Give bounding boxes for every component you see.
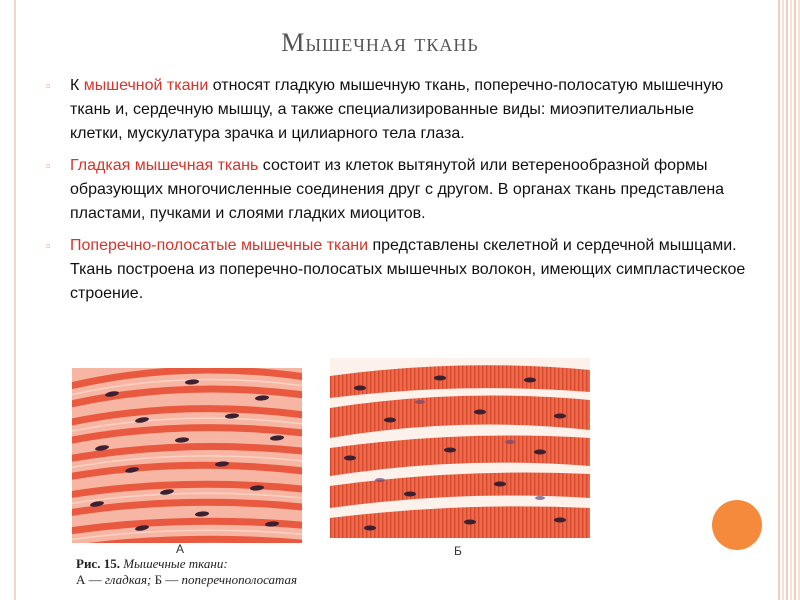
bullet-square-icon: ▫ [46,158,51,173]
striated-muscle-image [330,358,590,558]
bullet-list [46,74,746,314]
bullet-square-icon: ▫ [46,238,51,253]
bullet-item [46,234,746,306]
highlighted-term: Поперечно-полосатые мышечные ткани [70,237,369,254]
caption-b-key: Б [154,572,163,587]
muscle-tissue-figure [60,350,700,600]
panel-b-label: Б [454,544,462,558]
caption-b-text: поперечнополосатая [181,572,298,587]
left-decor-rule [14,0,16,600]
bullet-item [46,154,746,226]
bullet-3-text [70,237,745,302]
figure-caption: Рис. 15. Мышечные ткани: А — гладкая; Б — поперечнополосатая [76,556,298,587]
highlighted-term: Гладкая мышечная ткань [70,157,259,174]
caption-prefix: Рис. 15. [76,556,120,571]
panel-a-label: А [176,542,185,556]
text-run: представлены скелетной и сердечной мышцами. Ткань построена из поперечно-полосатых мышечных волокон, имеющих симпластическое строение. [70,237,746,302]
text-run: состоит из клеток вытянутой или ветеренообразной формы образующих многочисленные соединения друг с другом. В органах ткань представлена пластами, пучками и слоями гладких миоцитов. [70,157,725,222]
text-run: К [70,77,84,94]
bullet-2-text [70,157,724,222]
bullet-1-text [70,77,723,142]
right-decor-border [778,0,800,600]
slide-title: Мышечная ткань [281,28,479,57]
smooth-muscle-image [72,368,302,556]
accent-circle [712,500,762,550]
caption-a-key: А [76,572,86,587]
highlighted-term: мышечной ткани [83,77,209,94]
caption-title: Мышечные ткани: [123,556,228,571]
text-run: относят гладкую мышечную ткань, поперечно-полосатую мышечную ткань и, сердечную мышцу, а также специализированные виды: миоэпителиальные клетки, мускулатура зрачка и цилиарного тела глаза. [70,77,724,142]
bullet-item [46,74,746,146]
caption-a-text: гладкая; [104,572,152,587]
bullet-square-icon: ▫ [46,78,51,93]
